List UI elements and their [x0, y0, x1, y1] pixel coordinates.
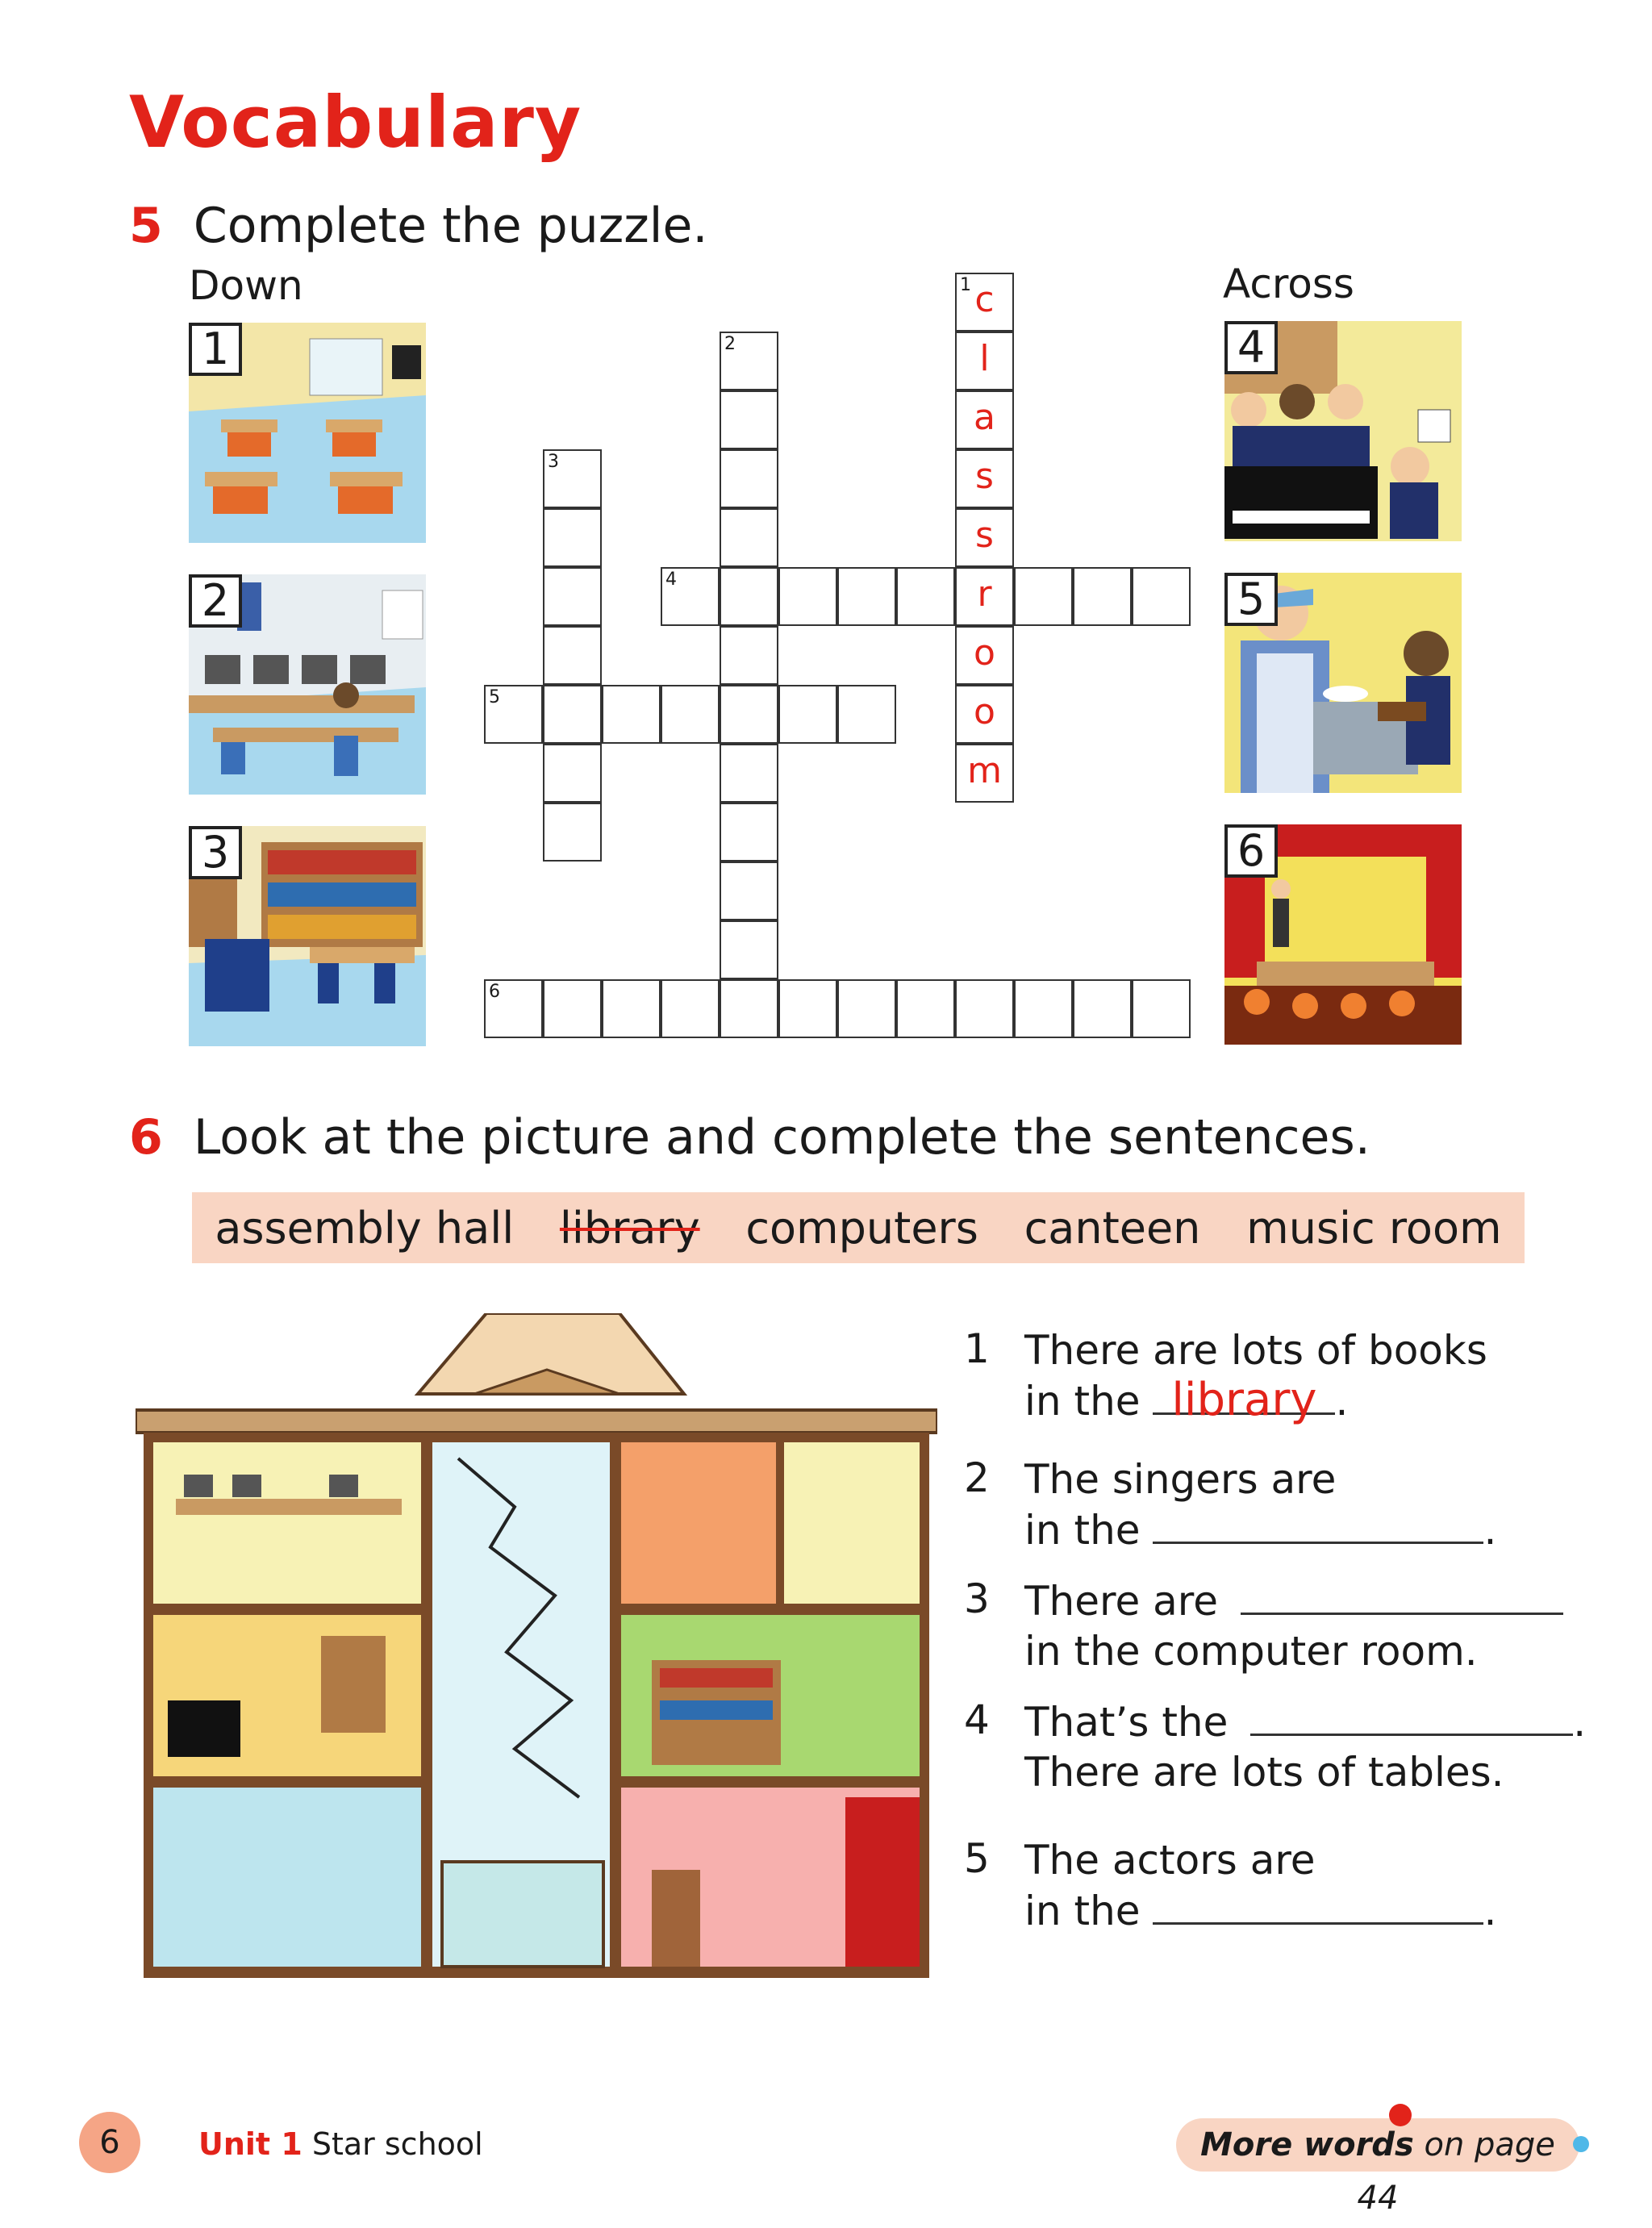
crossword-cell[interactable]: [543, 567, 602, 626]
sentence-suffix: .: [1483, 1888, 1497, 1934]
crossword-letter: o: [974, 632, 995, 674]
sentence-number: 5: [964, 1835, 990, 1882]
crossword-cell[interactable]: [720, 449, 778, 508]
crossword-cell[interactable]: [955, 979, 1014, 1038]
word-box: [192, 1192, 1525, 1263]
crossword-cell[interactable]: [720, 685, 778, 744]
crossword-cell[interactable]: [543, 449, 602, 508]
decorative-dot-icon: [1389, 2104, 1412, 2126]
picture-music-room: [1224, 321, 1462, 541]
crossword-cell[interactable]: [955, 332, 1014, 390]
sentence-text: The singers are: [1024, 1456, 1337, 1503]
crossword-clue-number: 2: [724, 334, 736, 354]
decorative-dot-icon: [1573, 2136, 1589, 2152]
more-words-link[interactable]: [1176, 2118, 1579, 2217]
word-option: canteen: [1024, 1202, 1201, 1254]
picture-computer-room: [189, 574, 426, 795]
crossword-cell[interactable]: [720, 626, 778, 685]
sentence-text: There are: [1024, 1578, 1218, 1625]
crossword-letter: c: [974, 279, 995, 320]
crossword-cell[interactable]: [955, 685, 1014, 744]
crossword-clue-number: 4: [665, 570, 677, 590]
crossword-cell[interactable]: [543, 508, 602, 567]
picture-classroom: [189, 323, 426, 543]
across-label: Across: [1223, 261, 1354, 307]
crossword-cell[interactable]: [955, 273, 1014, 332]
page-title: Vocabulary: [129, 81, 582, 164]
picture-number: 4: [1224, 321, 1278, 374]
crossword-cell[interactable]: [720, 332, 778, 390]
unit-label: [198, 2126, 483, 2162]
crossword-cell[interactable]: [896, 979, 955, 1038]
crossword-cell[interactable]: [1014, 567, 1073, 626]
crossword-cell[interactable]: [896, 567, 955, 626]
picture-number: 2: [189, 574, 242, 628]
crossword-cell[interactable]: [543, 744, 602, 803]
answer-blank[interactable]: library: [1153, 1375, 1335, 1415]
crossword-cell[interactable]: [778, 685, 837, 744]
down-label: Down: [189, 262, 303, 309]
more-words-bold: More words: [1200, 2126, 1414, 2163]
crossword-cell[interactable]: [955, 449, 1014, 508]
picture-library: [189, 826, 426, 1046]
crossword-cell[interactable]: [955, 390, 1014, 449]
answer-blank[interactable]: [1153, 1885, 1483, 1925]
crossword-cell[interactable]: [602, 979, 661, 1038]
sentence-2: [1024, 1454, 1496, 1555]
crossword-cell[interactable]: [543, 685, 602, 744]
crossword-cell[interactable]: [837, 979, 896, 1038]
picture-number: 6: [1224, 824, 1278, 878]
sentence-prefix: in the: [1024, 1888, 1141, 1934]
crossword-cell[interactable]: [1073, 979, 1132, 1038]
picture-number: 3: [189, 826, 242, 879]
sentence-3: [1024, 1575, 1563, 1676]
crossword-cell[interactable]: [484, 979, 543, 1038]
sentence-text: The actors are: [1024, 1837, 1316, 1884]
sentence-text-line1: [1024, 1575, 1563, 1626]
sentence-5: [1024, 1835, 1496, 1936]
crossword-cell[interactable]: [661, 979, 720, 1038]
crossword-cell[interactable]: [1073, 567, 1132, 626]
sentence-1: [1024, 1325, 1487, 1426]
crossword-cell[interactable]: [720, 508, 778, 567]
crossword-cell[interactable]: [955, 567, 1014, 626]
crossword-cell[interactable]: [720, 390, 778, 449]
crossword-cell[interactable]: [778, 567, 837, 626]
answer-blank[interactable]: [1250, 1696, 1573, 1736]
crossword-cell[interactable]: [720, 744, 778, 803]
crossword-cell[interactable]: [484, 685, 543, 744]
crossword-cell[interactable]: [720, 979, 778, 1038]
sentence-text-line1: [1024, 1696, 1586, 1747]
crossword-cell[interactable]: [720, 567, 778, 626]
word-option: music room: [1246, 1202, 1502, 1254]
crossword-cell[interactable]: [955, 744, 1014, 803]
sentence-text: There are lots of books: [1024, 1327, 1487, 1374]
sentence-suffix: .: [1335, 1378, 1349, 1425]
crossword-cell[interactable]: [543, 803, 602, 862]
crossword-cell[interactable]: [661, 567, 720, 626]
sentence-prefix: That’s the: [1024, 1699, 1229, 1746]
crossword-cell[interactable]: [720, 862, 778, 920]
crossword-cell[interactable]: [543, 979, 602, 1038]
exercise-number: 6: [129, 1109, 163, 1166]
sentence-4: [1024, 1696, 1586, 1797]
exercise-5-heading: [129, 198, 707, 254]
crossword-cell[interactable]: [1014, 979, 1073, 1038]
sentence-text-line2: [1024, 1504, 1496, 1555]
crossword-letter: l: [979, 338, 990, 379]
sentence-number: 2: [964, 1454, 990, 1501]
crossword-letter: m: [967, 750, 1002, 791]
exercise-6-heading: [129, 1109, 1370, 1166]
picture-assembly-hall: [1224, 824, 1462, 1045]
crossword-cell[interactable]: [1132, 567, 1191, 626]
crossword-letter: a: [974, 397, 995, 438]
word-option-used: library: [559, 1202, 700, 1254]
more-words-rest: on page 44: [1357, 2126, 1555, 2217]
sentence-suffix: .: [1483, 1507, 1497, 1554]
crossword-cell[interactable]: [720, 803, 778, 862]
crossword-letter: s: [975, 456, 994, 497]
sentence-number: 3: [964, 1575, 990, 1622]
unit-title: Star school: [311, 2126, 483, 2162]
crossword-cell[interactable]: [1132, 979, 1191, 1038]
crossword-clue-number: 5: [489, 687, 500, 707]
sentence-text-line2: [1024, 1885, 1496, 1936]
sentence-prefix: in the: [1024, 1507, 1141, 1554]
answer-blank[interactable]: [1153, 1504, 1483, 1544]
school-cross-section-illustration: [136, 1313, 937, 1978]
sentence-number: 1: [964, 1325, 990, 1372]
crossword-clue-number: 3: [548, 452, 559, 472]
exercise-instruction: Complete the puzzle.: [193, 198, 708, 254]
crossword-cell[interactable]: [955, 626, 1014, 685]
crossword-clue-number: 6: [489, 982, 500, 1002]
crossword-cell[interactable]: [837, 567, 896, 626]
answer-blank[interactable]: [1241, 1575, 1563, 1615]
crossword-cell[interactable]: [837, 685, 896, 744]
crossword-cell[interactable]: [661, 685, 720, 744]
picture-canteen: [1224, 573, 1462, 793]
word-option: assembly hall: [215, 1202, 515, 1254]
sentence-text-line2: [1024, 1375, 1487, 1426]
crossword-cell[interactable]: [778, 979, 837, 1038]
exercise-number: 5: [129, 198, 163, 254]
sentence-text: in the computer room.: [1024, 1628, 1478, 1675]
crossword-letter: s: [975, 515, 994, 556]
picture-number: 5: [1224, 573, 1278, 626]
crossword-cell[interactable]: [602, 685, 661, 744]
word-option: computers: [745, 1202, 978, 1254]
sentence-prefix: in the: [1024, 1378, 1141, 1425]
exercise-instruction: Look at the picture and complete the sentences.: [193, 1109, 1370, 1166]
crossword-cell[interactable]: [720, 920, 778, 979]
page-number: 6: [79, 2112, 140, 2173]
picture-number: 1: [189, 323, 242, 376]
crossword-cell[interactable]: [955, 508, 1014, 567]
sentence-number: 4: [964, 1696, 990, 1743]
crossword-letter: o: [974, 691, 995, 732]
sentence-suffix: .: [1573, 1699, 1587, 1746]
sentence-text: There are lots of tables.: [1024, 1749, 1504, 1796]
crossword-clue-number: 1: [960, 275, 971, 295]
crossword-letter: r: [977, 574, 992, 615]
crossword-cell[interactable]: [543, 626, 602, 685]
unit-number: Unit 1: [198, 2126, 302, 2162]
